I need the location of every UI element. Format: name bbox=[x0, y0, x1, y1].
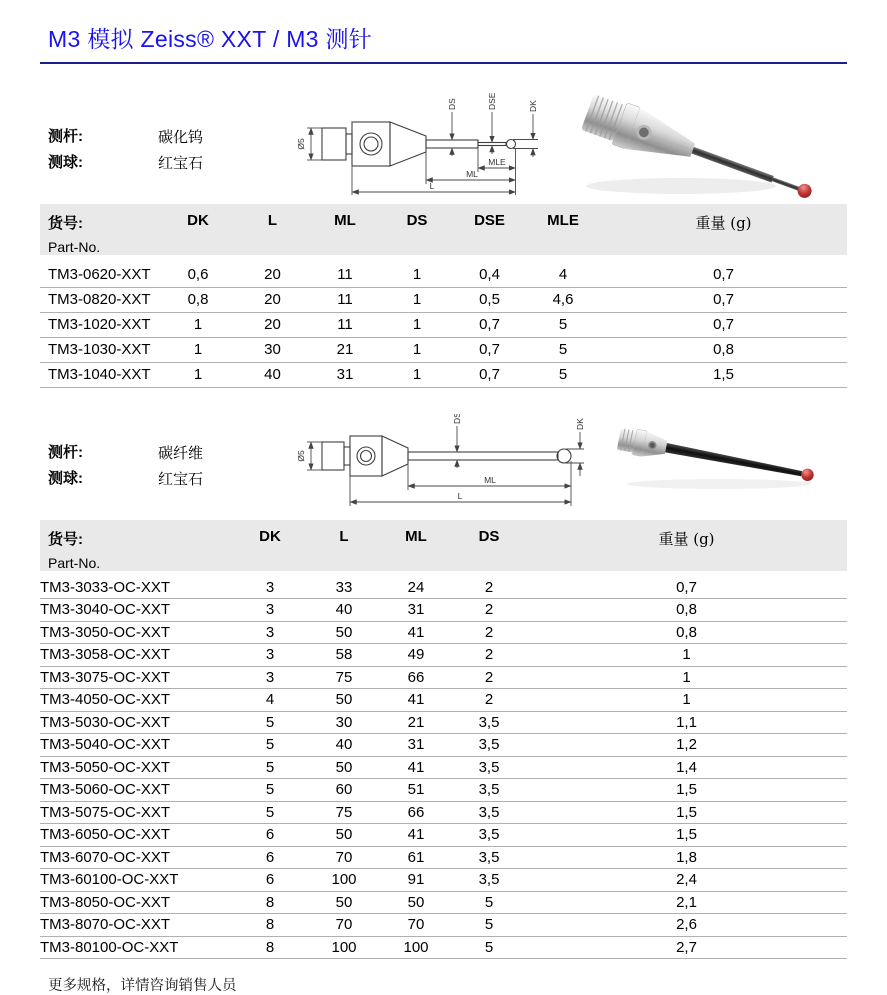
value-cell: 1 bbox=[381, 337, 453, 362]
value-cell: 11 bbox=[309, 287, 381, 312]
spec-list bbox=[40, 414, 292, 493]
product-section-tungsten-carbide bbox=[40, 86, 847, 198]
table-row bbox=[40, 571, 847, 599]
table-row bbox=[40, 312, 847, 337]
value-cell: 3,5 bbox=[452, 734, 526, 757]
value-cell: 100 bbox=[308, 869, 380, 892]
value-cell: 41 bbox=[380, 621, 452, 644]
technical-drawing-carbon bbox=[292, 414, 587, 519]
table-body bbox=[40, 571, 847, 959]
column-header-l: L bbox=[236, 204, 309, 255]
column-header-ds: DS bbox=[381, 204, 453, 255]
value-cell: 20 bbox=[236, 287, 309, 312]
value-cell: 1 bbox=[381, 362, 453, 387]
table-row bbox=[40, 869, 847, 892]
value-cell: 0,8 bbox=[600, 337, 847, 362]
value-cell: 50 bbox=[380, 891, 452, 914]
part-no-cell: TM3-5040-OC-XXT bbox=[40, 734, 232, 757]
spec-label: 测杆: bbox=[48, 443, 83, 461]
table-row bbox=[40, 914, 847, 937]
part-no-cell: TM3-60100-OC-XXT bbox=[40, 869, 232, 892]
spec-value: 碳化钨 bbox=[158, 127, 204, 146]
dim-label-ml: ML bbox=[466, 168, 478, 179]
value-cell: 1 bbox=[160, 337, 236, 362]
value-cell: 8 bbox=[232, 891, 308, 914]
value-cell: 3,5 bbox=[452, 824, 526, 847]
table-body bbox=[40, 255, 847, 388]
technical-drawing-tungsten bbox=[292, 86, 557, 203]
value-cell: 5 bbox=[526, 362, 600, 387]
part-no-cell: TM3-5030-OC-XXT bbox=[40, 711, 232, 734]
table-header-row bbox=[40, 520, 847, 571]
value-cell: 1 bbox=[381, 287, 453, 312]
value-cell: 1 bbox=[160, 312, 236, 337]
part-no-header-en: Part-No. bbox=[48, 238, 101, 255]
footer-note: 更多规格，详情咨询销售人员 bbox=[48, 978, 237, 995]
page-title: M3 模拟 Zeiss® XXT / M3 测针 bbox=[48, 26, 373, 52]
value-cell: 50 bbox=[308, 621, 380, 644]
value-cell: 20 bbox=[236, 312, 309, 337]
value-cell: 3,5 bbox=[452, 779, 526, 802]
spec-label: 测球: bbox=[48, 469, 83, 487]
table-row bbox=[40, 734, 847, 757]
value-cell: 1,5 bbox=[526, 801, 847, 824]
value-cell: 2,4 bbox=[526, 869, 847, 892]
value-cell: 0,5 bbox=[453, 287, 526, 312]
dim-label-dse: DSE bbox=[487, 92, 497, 110]
value-cell: 1 bbox=[381, 255, 453, 288]
table-row bbox=[40, 779, 847, 802]
column-header-ds: DS bbox=[452, 520, 526, 571]
value-cell: 0,4 bbox=[453, 255, 526, 288]
value-cell: 3,5 bbox=[452, 869, 526, 892]
value-cell: 75 bbox=[308, 801, 380, 824]
part-no-cell: TM3-1020-XXT bbox=[40, 312, 160, 337]
value-cell: 5 bbox=[232, 756, 308, 779]
table-row bbox=[40, 666, 847, 689]
value-cell: 60 bbox=[308, 779, 380, 802]
value-cell: 75 bbox=[308, 666, 380, 689]
value-cell: 31 bbox=[380, 599, 452, 622]
value-cell: 3 bbox=[232, 599, 308, 622]
value-cell: 0,7 bbox=[600, 312, 847, 337]
value-cell: 3,5 bbox=[452, 711, 526, 734]
dim-label-dk: DK bbox=[575, 417, 585, 430]
spec-value: 红宝石 bbox=[158, 469, 204, 488]
column-header-l: L bbox=[308, 520, 380, 571]
value-cell: 8 bbox=[232, 936, 308, 959]
value-cell: 0,8 bbox=[160, 287, 236, 312]
part-no-cell: TM3-5075-OC-XXT bbox=[40, 801, 232, 824]
value-cell: 1 bbox=[526, 644, 847, 667]
parts-table-carbon-fibre bbox=[40, 520, 847, 960]
spec-value: 碳纤维 bbox=[158, 443, 204, 462]
value-cell: 11 bbox=[309, 255, 381, 288]
value-cell: 1,4 bbox=[526, 756, 847, 779]
spec-row-ball bbox=[48, 150, 292, 176]
part-no-cell: TM3-3058-OC-XXT bbox=[40, 644, 232, 667]
column-header-weight: 重量 (g) bbox=[600, 204, 847, 255]
value-cell: 2,6 bbox=[526, 914, 847, 937]
value-cell: 1,1 bbox=[526, 711, 847, 734]
value-cell: 1 bbox=[526, 666, 847, 689]
column-header-weight: 重量 (g) bbox=[526, 520, 847, 571]
part-no-cell: TM3-8070-OC-XXT bbox=[40, 914, 232, 937]
column-header-ml: ML bbox=[380, 520, 452, 571]
value-cell: 0,7 bbox=[600, 287, 847, 312]
value-cell: 41 bbox=[380, 756, 452, 779]
part-no-cell: TM3-5050-OC-XXT bbox=[40, 756, 232, 779]
value-cell: 50 bbox=[308, 891, 380, 914]
value-cell: 21 bbox=[309, 337, 381, 362]
part-no-cell: TM3-3050-OC-XXT bbox=[40, 621, 232, 644]
value-cell: 70 bbox=[308, 914, 380, 937]
value-cell: 40 bbox=[308, 599, 380, 622]
value-cell: 100 bbox=[380, 936, 452, 959]
title-rule bbox=[40, 62, 847, 64]
value-cell: 20 bbox=[236, 255, 309, 288]
part-no-header bbox=[40, 520, 232, 571]
value-cell: 1 bbox=[526, 689, 847, 712]
value-cell: 41 bbox=[380, 824, 452, 847]
value-cell: 2 bbox=[452, 621, 526, 644]
table-row bbox=[40, 711, 847, 734]
value-cell: 30 bbox=[308, 711, 380, 734]
value-cell: 1 bbox=[160, 362, 236, 387]
table-row bbox=[40, 337, 847, 362]
part-no-cell: TM3-1040-XXT bbox=[40, 362, 160, 387]
part-no-cell: TM3-80100-OC-XXT bbox=[40, 936, 232, 959]
part-no-cell: TM3-3033-OC-XXT bbox=[40, 571, 232, 599]
spec-row-ball bbox=[48, 466, 292, 492]
value-cell: 31 bbox=[380, 734, 452, 757]
value-cell: 1,2 bbox=[526, 734, 847, 757]
value-cell: 24 bbox=[380, 571, 452, 599]
product-photo-carbon bbox=[607, 414, 847, 504]
value-cell: 5 bbox=[526, 337, 600, 362]
value-cell: 3 bbox=[232, 644, 308, 667]
table-row bbox=[40, 801, 847, 824]
value-cell: 2 bbox=[452, 644, 526, 667]
part-no-cell: TM3-5060-OC-XXT bbox=[40, 779, 232, 802]
value-cell: 70 bbox=[308, 846, 380, 869]
value-cell: 50 bbox=[308, 824, 380, 847]
spec-label: 测杆: bbox=[48, 127, 83, 145]
dim-label-ml: ML bbox=[484, 474, 496, 485]
table-row bbox=[40, 846, 847, 869]
product-section-carbon-fibre bbox=[40, 414, 847, 514]
value-cell: 3 bbox=[232, 621, 308, 644]
value-cell: 6 bbox=[232, 824, 308, 847]
value-cell: 6 bbox=[232, 869, 308, 892]
part-no-cell: TM3-0820-XXT bbox=[40, 287, 160, 312]
value-cell: 0,6 bbox=[160, 255, 236, 288]
value-cell: 8 bbox=[232, 914, 308, 937]
value-cell: 1,8 bbox=[526, 846, 847, 869]
part-no-cell: TM3-4050-OC-XXT bbox=[40, 689, 232, 712]
column-header-ml: ML bbox=[309, 204, 381, 255]
column-header-dse: DSE bbox=[453, 204, 526, 255]
value-cell: 0,7 bbox=[453, 337, 526, 362]
value-cell: 40 bbox=[236, 362, 309, 387]
part-no-cell: TM3-8050-OC-XXT bbox=[40, 891, 232, 914]
spec-row-shaft bbox=[48, 440, 292, 466]
value-cell: 5 bbox=[232, 711, 308, 734]
value-cell: 3,5 bbox=[452, 846, 526, 869]
part-no-cell: TM3-6050-OC-XXT bbox=[40, 824, 232, 847]
value-cell: 30 bbox=[236, 337, 309, 362]
value-cell: 2 bbox=[452, 571, 526, 599]
spec-value: 红宝石 bbox=[158, 153, 204, 172]
value-cell: 6 bbox=[232, 846, 308, 869]
table-row bbox=[40, 621, 847, 644]
part-no-header-cn: 货号: bbox=[48, 530, 83, 548]
stylus-photo-icon bbox=[607, 414, 847, 499]
value-cell: 3,5 bbox=[452, 801, 526, 824]
table-row bbox=[40, 287, 847, 312]
value-cell: 91 bbox=[380, 869, 452, 892]
value-cell: 31 bbox=[309, 362, 381, 387]
parts-table-tungsten-carbide bbox=[40, 204, 847, 388]
value-cell: 0,7 bbox=[526, 571, 847, 599]
dim-label-l: L bbox=[429, 180, 435, 191]
table-row bbox=[40, 891, 847, 914]
value-cell: 0,8 bbox=[526, 621, 847, 644]
table-row bbox=[40, 824, 847, 847]
dim-label-l: L bbox=[457, 490, 463, 501]
value-cell: 50 bbox=[308, 756, 380, 779]
column-header-dk: DK bbox=[160, 204, 236, 255]
spec-list bbox=[40, 86, 292, 177]
value-cell: 0,7 bbox=[453, 362, 526, 387]
value-cell: 58 bbox=[308, 644, 380, 667]
part-no-cell: TM3-1030-XXT bbox=[40, 337, 160, 362]
value-cell: 5 bbox=[526, 312, 600, 337]
table-row bbox=[40, 644, 847, 667]
value-cell: 2 bbox=[452, 689, 526, 712]
stylus-photo-icon bbox=[575, 86, 847, 204]
stylus-dimension-diagram-icon bbox=[292, 86, 557, 198]
part-no-cell: TM3-3040-OC-XXT bbox=[40, 599, 232, 622]
value-cell: 1 bbox=[381, 312, 453, 337]
table-row bbox=[40, 936, 847, 959]
table-header-row bbox=[40, 204, 847, 255]
value-cell: 100 bbox=[308, 936, 380, 959]
value-cell: 1,5 bbox=[526, 779, 847, 802]
value-cell: 2 bbox=[452, 666, 526, 689]
value-cell: 5 bbox=[232, 734, 308, 757]
value-cell: 33 bbox=[308, 571, 380, 599]
value-cell: 40 bbox=[308, 734, 380, 757]
column-header-dk: DK bbox=[232, 520, 308, 571]
value-cell: 2,7 bbox=[526, 936, 847, 959]
table-row bbox=[40, 756, 847, 779]
value-cell: 5 bbox=[452, 891, 526, 914]
table-row bbox=[40, 689, 847, 712]
spec-label: 测球: bbox=[48, 153, 83, 171]
table-row bbox=[40, 362, 847, 387]
value-cell: 11 bbox=[309, 312, 381, 337]
product-photo-tungsten bbox=[575, 86, 847, 209]
value-cell: 49 bbox=[380, 644, 452, 667]
table-row bbox=[40, 599, 847, 622]
value-cell: 3 bbox=[232, 666, 308, 689]
part-no-header-en: Part-No. bbox=[48, 554, 101, 571]
value-cell: 3 bbox=[232, 571, 308, 599]
value-cell: 5 bbox=[452, 936, 526, 959]
part-no-cell: TM3-0620-XXT bbox=[40, 255, 160, 288]
value-cell: 5 bbox=[232, 801, 308, 824]
stylus-dimension-diagram-icon bbox=[292, 414, 587, 514]
value-cell: 4,6 bbox=[526, 287, 600, 312]
table-row bbox=[40, 255, 847, 288]
value-cell: 4 bbox=[526, 255, 600, 288]
value-cell: 41 bbox=[380, 689, 452, 712]
value-cell: 51 bbox=[380, 779, 452, 802]
value-cell: 0,8 bbox=[526, 599, 847, 622]
part-no-cell: TM3-6070-OC-XXT bbox=[40, 846, 232, 869]
value-cell: 5 bbox=[452, 914, 526, 937]
value-cell: 1,5 bbox=[600, 362, 847, 387]
value-cell: 5 bbox=[232, 779, 308, 802]
part-no-header-cn: 货号: bbox=[48, 214, 83, 232]
value-cell: 70 bbox=[380, 914, 452, 937]
value-cell: 4 bbox=[232, 689, 308, 712]
value-cell: 0,7 bbox=[453, 312, 526, 337]
value-cell: 21 bbox=[380, 711, 452, 734]
dim-label-mle: MLE bbox=[488, 156, 506, 167]
value-cell: 61 bbox=[380, 846, 452, 869]
spec-row-shaft bbox=[48, 124, 292, 150]
part-no-header bbox=[40, 204, 160, 255]
dim-label-d5: Ø5 bbox=[296, 449, 306, 462]
value-cell: 1,5 bbox=[526, 824, 847, 847]
dim-label-d5: Ø5 bbox=[296, 137, 306, 150]
dim-label-ds: DS bbox=[447, 97, 457, 110]
value-cell: 2,1 bbox=[526, 891, 847, 914]
value-cell: 0,7 bbox=[600, 255, 847, 288]
column-header-mle: MLE bbox=[526, 204, 600, 255]
dim-label-ds: DS bbox=[452, 413, 462, 424]
value-cell: 50 bbox=[308, 689, 380, 712]
value-cell: 66 bbox=[380, 666, 452, 689]
dim-label-dk: DK bbox=[528, 99, 538, 112]
value-cell: 3,5 bbox=[452, 756, 526, 779]
value-cell: 66 bbox=[380, 801, 452, 824]
value-cell: 2 bbox=[452, 599, 526, 622]
part-no-cell: TM3-3075-OC-XXT bbox=[40, 666, 232, 689]
